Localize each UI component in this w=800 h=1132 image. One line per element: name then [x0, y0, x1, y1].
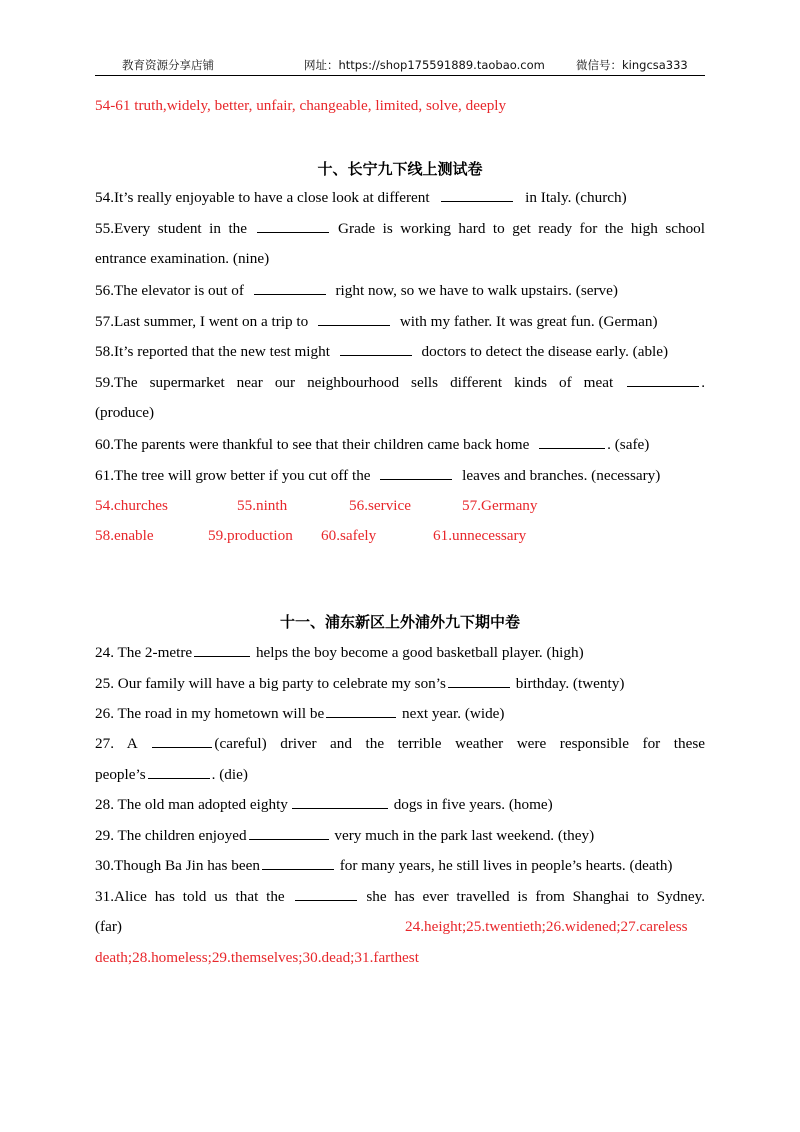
q57-blank[interactable]: [318, 311, 390, 326]
q55-blank[interactable]: [257, 218, 329, 233]
q30-text-b: for many years, he still lives in people’s hearts. (death): [339, 857, 673, 874]
q27-blank-2[interactable]: [148, 764, 210, 779]
q29-blank[interactable]: [249, 825, 329, 840]
q27-text-c: people’s: [95, 766, 146, 783]
q27-text-b: (careful) driver and the terrible weather were responsible for these: [214, 735, 705, 752]
question-59: [95, 372, 705, 393]
q29-text-b: very much in the park last weekend. (they): [334, 827, 595, 844]
q54-text-a: 54.It’s really enjoyable to have a close look at different: [95, 189, 430, 206]
q26-text-a: 26. The road in my hometown will be: [95, 705, 325, 722]
answer-59: 59.production: [208, 527, 293, 544]
q31-text-b: she has ever travelled is from Shanghai to Sydney.: [366, 888, 706, 905]
q30-text-a: 30.Though Ba Jin has been: [95, 857, 260, 874]
q58-text-a: 58.It’s reported that the new test might: [95, 343, 330, 360]
q31-blank[interactable]: [295, 886, 357, 901]
question-24: [95, 642, 705, 663]
answer-56: 56.service: [349, 497, 411, 514]
section-10-title: 十、长宁九下线上测试卷: [317, 160, 483, 178]
q27-text-a: 27. A: [95, 735, 137, 752]
q25-text-b: birthday. (twenty): [515, 675, 625, 692]
header-shop-name: 教育资源分享店铺: [122, 58, 214, 72]
section-11-answers-line-1: 24.height;25.twentieth;26.widened;27.careless: [405, 918, 688, 935]
question-29: [95, 825, 705, 846]
question-31-continued: (far): [95, 918, 122, 935]
q54-blank[interactable]: [441, 187, 513, 202]
answer-61: 61.unnecessary: [433, 527, 527, 544]
answer-60: 60.safely: [321, 527, 377, 544]
header-url[interactable]: 网址：https://shop175591889.taobao.com: [304, 58, 545, 72]
answer-58: 58.enable: [95, 527, 154, 544]
q59-text-a: 59.The supermarket near our neighbourhood sells different kinds of meat: [95, 374, 614, 391]
q61-text-a: 61.The tree will grow better if you cut off the: [95, 467, 371, 484]
question-25: [95, 673, 705, 694]
question-60: [95, 434, 705, 455]
q25-text-a: 25. Our family will have a big party to celebrate my son’s: [95, 675, 446, 692]
q30-blank[interactable]: [262, 855, 334, 870]
q59-blank[interactable]: [627, 372, 699, 387]
section-11-answers-line-2: death;28.homeless;29.themselves;30.dead;31.farthest: [95, 949, 419, 966]
q58-blank[interactable]: [340, 341, 412, 356]
question-59-continued: (produce): [95, 404, 155, 421]
header-wechat: 微信号：kingcsa333: [576, 58, 688, 72]
answer-57: 57.Germany: [462, 497, 538, 514]
q60-blank[interactable]: [539, 434, 605, 449]
q55-text-b: Grade is working hard to get ready for the high school: [338, 220, 705, 237]
question-31: [95, 886, 705, 907]
q28-blank[interactable]: [292, 794, 388, 809]
question-61: [95, 465, 705, 486]
page-header: [95, 57, 705, 76]
q60-text-a: 60.The parents were thankful to see that their children came back home: [95, 436, 530, 453]
section-11-title: 十一、浦东新区上外浦外九下期中卷: [279, 613, 520, 631]
q56-text-b: right now, so we have to walk upstairs. (serve): [335, 282, 618, 299]
question-30: [95, 855, 705, 876]
q55-text-a: 55.Every student in the: [95, 220, 248, 237]
question-26: [95, 703, 705, 724]
q58-text-b: doctors to detect the disease early. (able): [421, 343, 669, 360]
q56-blank[interactable]: [254, 280, 326, 295]
q27-blank-1[interactable]: [152, 733, 212, 748]
q26-text-b: next year. (wide): [401, 705, 505, 722]
question-56: [95, 280, 705, 301]
q27-text-d: . (die): [211, 766, 248, 783]
question-27: [95, 733, 705, 754]
q26-blank[interactable]: [326, 703, 396, 718]
q24-text-b: helps the boy become a good basketball player. (high): [255, 644, 584, 661]
q24-text-a: 24. The 2-metre: [95, 644, 193, 661]
question-54: [95, 187, 705, 208]
q59-text-b: .: [701, 374, 706, 391]
question-58: [95, 341, 705, 362]
q25-blank[interactable]: [448, 673, 510, 688]
q28-text-a: 28. The old man adopted eighty: [95, 796, 288, 813]
q28-text-b: dogs in five years. (home): [393, 796, 553, 813]
q29-text-a: 29. The children enjoyed: [95, 827, 247, 844]
answer-54: 54.churches: [95, 497, 168, 514]
q31-text-a: 31.Alice has told us that the: [95, 888, 285, 905]
question-28: [95, 794, 705, 815]
q57-text-b: with my father. It was great fun. (German): [399, 313, 658, 330]
answer-55: 55.ninth: [237, 497, 288, 514]
q61-blank[interactable]: [380, 465, 452, 480]
top-answer-line: 54-61 truth,widely, better, unfair, changeable, limited, solve, deeply: [95, 97, 507, 114]
q54-text-b: in Italy. (church): [525, 189, 627, 206]
question-55: [95, 218, 705, 239]
q24-blank[interactable]: [194, 642, 250, 657]
q60-text-b: . (safe): [607, 436, 650, 453]
question-57: [95, 311, 705, 332]
q56-text-a: 56.The elevator is out of: [95, 282, 244, 299]
question-55-continued: entrance examination. (nine): [95, 250, 270, 267]
question-27-continued: [95, 764, 705, 785]
q61-text-b: leaves and branches. (necessary): [462, 467, 661, 484]
q57-text-a: 57.Last summer, I went on a trip to: [95, 313, 309, 330]
